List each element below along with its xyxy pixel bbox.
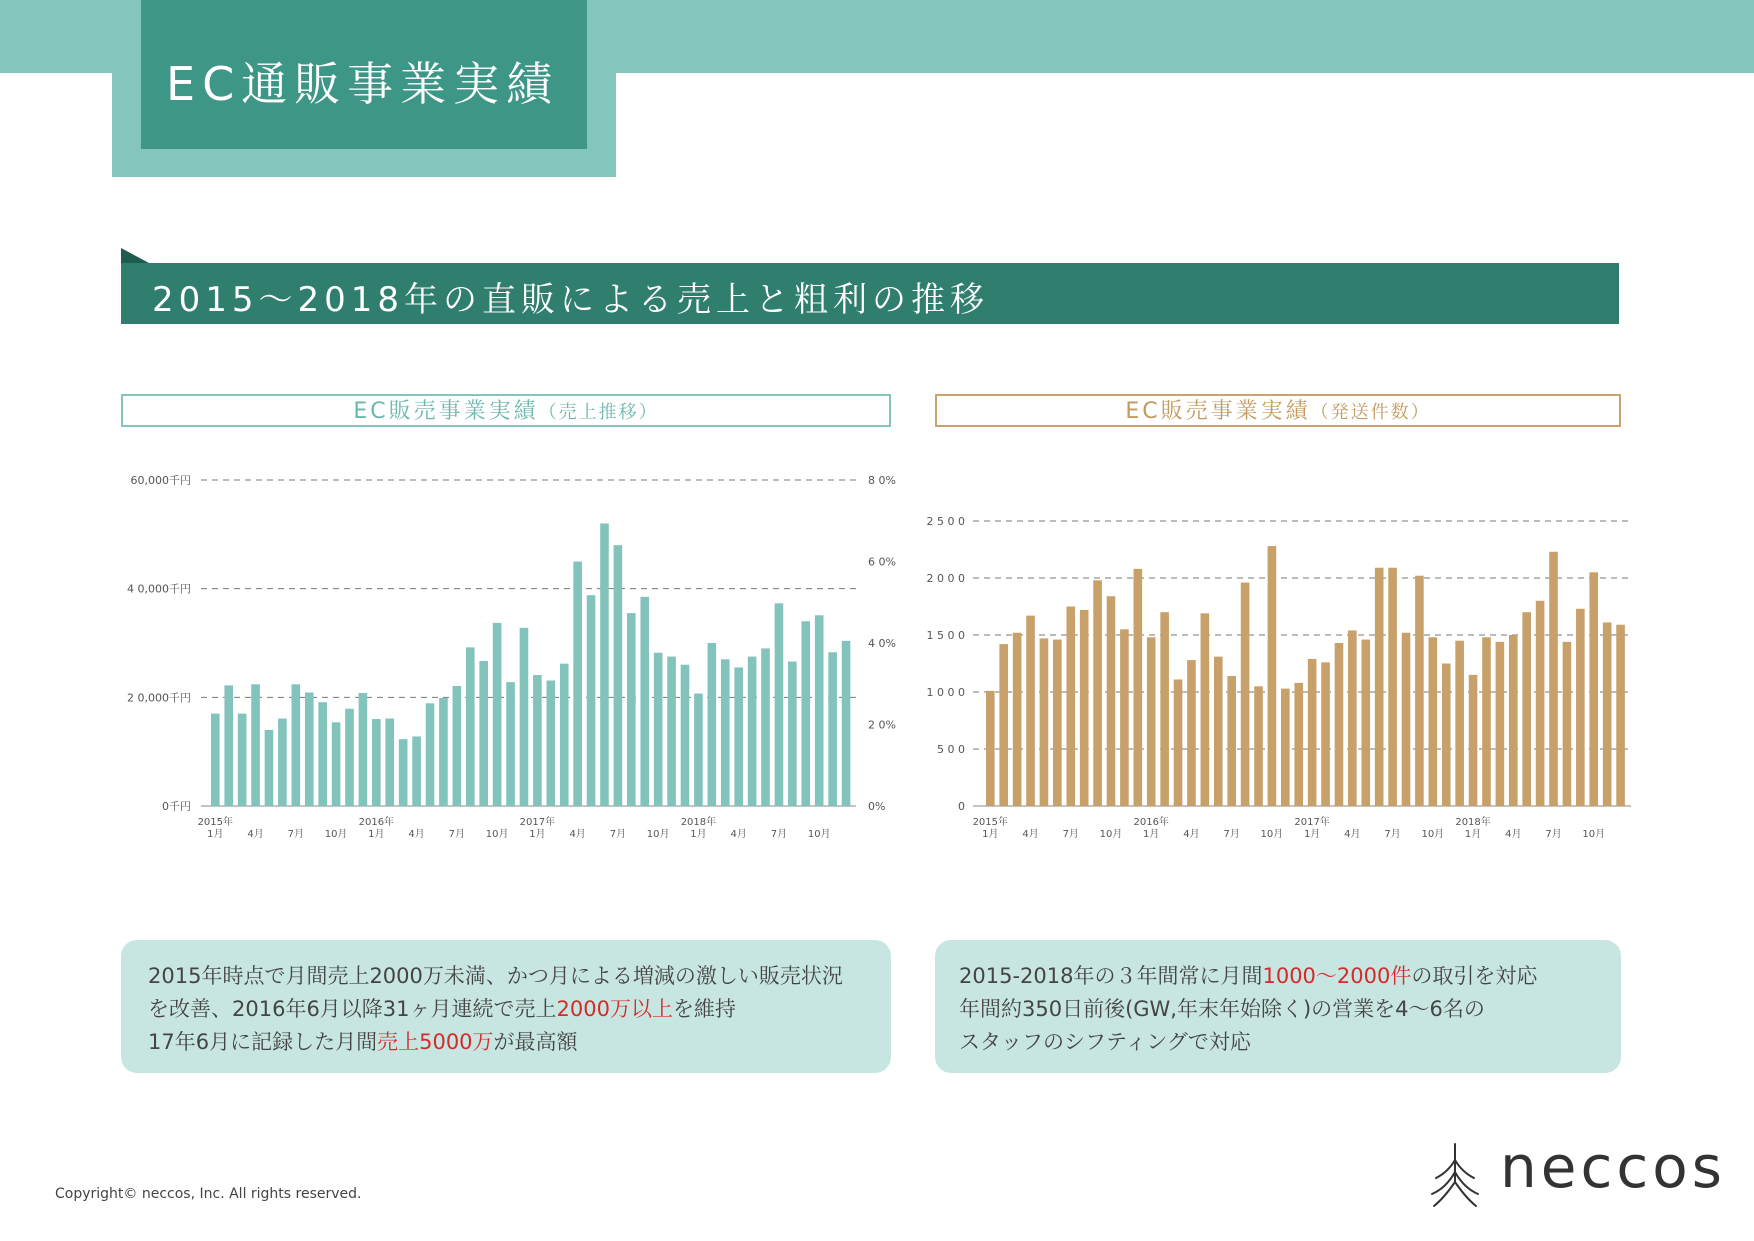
x-tick-month-label: 10月 (1099, 829, 1123, 840)
neccos-logo-icon (1430, 1142, 1480, 1208)
section-title: 2015～2018年の直販による売上と粗利の推移 (152, 280, 990, 320)
bar (1603, 622, 1612, 806)
y-tick-label: 4 0,000千円 (127, 582, 191, 596)
bar (1335, 643, 1344, 806)
bar (359, 693, 368, 806)
x-tick-month-label: 10月 (485, 829, 509, 840)
bar (1147, 637, 1156, 806)
bar (426, 703, 435, 806)
bar (1442, 664, 1451, 807)
bar (1522, 612, 1531, 806)
x-tick-month-label: 4月 (1022, 829, 1039, 840)
bar (1402, 633, 1411, 806)
x-tick-year-label: 2018年 (1455, 817, 1491, 828)
bar (533, 675, 542, 806)
highlight-text: 1000～2000件 (1262, 964, 1412, 988)
bar (667, 657, 676, 806)
bar (614, 545, 623, 806)
bar (251, 684, 260, 806)
x-tick-month-label: 1月 (368, 829, 385, 840)
bar (694, 694, 703, 806)
bar (573, 562, 582, 807)
bar (1174, 679, 1183, 806)
bar (1549, 552, 1558, 806)
x-tick-month-label: 10月 (1582, 829, 1606, 840)
x-tick-month-label: 7月 (1545, 829, 1562, 840)
bar (681, 665, 690, 806)
bar (1415, 576, 1424, 806)
note-line: 2015-2018年の３年間常に月間1000～2000件の取引を対応 (959, 964, 1538, 988)
note-line: 2015年時点で月間売上2000万未満、かつ月による増減の激しい販売状況 (148, 964, 843, 988)
bar (493, 623, 502, 806)
note-line: を改善、2016年6月以降31ヶ月連続で売上2000万以上を維持 (148, 997, 736, 1021)
bar (211, 714, 220, 806)
bar (1107, 596, 1116, 806)
bar (1536, 601, 1545, 806)
x-tick-year-label: 2016年 (1133, 817, 1169, 828)
x-tick-month-label: 4月 (408, 829, 425, 840)
bar (999, 644, 1008, 806)
bar (372, 719, 381, 806)
bar (345, 709, 354, 806)
bar (520, 628, 529, 806)
x-tick-month-label: 7月 (448, 829, 466, 840)
shipping-bar-chart (915, 500, 1635, 860)
x-tick-month-label: 10月 (1421, 829, 1445, 840)
bar (560, 664, 569, 806)
shipping-chart-label-main: EC販売事業実績 (1125, 399, 1311, 424)
x-tick-month-label: 1月 (1143, 829, 1160, 840)
highlight-text: 売上5000万 (377, 1030, 494, 1054)
x-tick-month-label: 1月 (1303, 829, 1321, 840)
sales-summary-note (121, 940, 891, 1073)
y2-tick-label: 4 0% (868, 637, 896, 650)
note-line: 17年6月に記録した月間売上5000万が最高額 (148, 1030, 578, 1054)
bar (1375, 568, 1384, 806)
bar (278, 719, 287, 806)
bar (1134, 569, 1143, 806)
bar (1040, 638, 1049, 806)
page-title: EC通販事業実績 (166, 57, 560, 111)
bar (224, 685, 233, 806)
sales-bar-chart (121, 460, 901, 860)
bar (332, 722, 341, 806)
x-tick-month-label: 4月 (730, 829, 747, 840)
y-tick-label: 5 0 0 (937, 743, 965, 756)
bar (775, 603, 784, 806)
bar (1268, 546, 1277, 806)
bar (412, 736, 421, 806)
bar (1227, 676, 1236, 806)
bar (1388, 568, 1397, 806)
y-tick-label: 2 0,000千円 (127, 691, 191, 705)
bar (1281, 689, 1290, 806)
x-tick-month-label: 7月 (1223, 829, 1240, 840)
bar (734, 667, 743, 806)
y-tick-label: 60,000千円 (130, 474, 191, 487)
bar (1496, 642, 1505, 806)
bar (654, 653, 663, 806)
y-tick-label: 2 0 0 0 (926, 572, 965, 585)
bar (1093, 580, 1102, 806)
shipping-summary-note (935, 940, 1621, 1073)
x-tick-year-label: 2016年 (358, 817, 395, 828)
bar (385, 719, 394, 806)
bar (265, 730, 274, 806)
bar (439, 698, 448, 806)
bar (1308, 659, 1317, 806)
bar (466, 647, 475, 806)
bar (1509, 635, 1518, 806)
x-tick-month-label: 7月 (770, 829, 788, 840)
bar (238, 714, 247, 806)
bar (600, 523, 609, 806)
copyright: Copyright© neccos, Inc. All rights reserved. (55, 1186, 362, 1202)
y-tick-label: 1 5 0 0 (926, 629, 965, 642)
x-tick-month-label: 4月 (569, 829, 586, 840)
y-tick-label: 2 5 0 0 (926, 515, 965, 528)
bar (986, 691, 995, 806)
shipping-chart-label-sub: （発送件数） (1310, 402, 1431, 423)
x-tick-month-label: 1月 (1464, 829, 1482, 840)
x-tick-month-label: 1月 (207, 829, 224, 840)
x-tick-year-label: 2018年 (680, 817, 717, 828)
x-tick-month-label: 7月 (609, 829, 627, 840)
bar (788, 661, 797, 806)
bar (506, 682, 515, 806)
bar (1429, 637, 1438, 806)
x-tick-year-label: 2015年 (197, 817, 234, 828)
sales-chart-label-sub: （売上推移） (538, 402, 659, 423)
bar (640, 597, 649, 806)
section-notch (121, 248, 149, 263)
y2-tick-label: 0% (868, 800, 886, 813)
bar (1080, 610, 1089, 806)
bar (627, 613, 636, 806)
shipping-chart-label (935, 394, 1621, 427)
bar (587, 595, 596, 806)
bar (399, 739, 408, 806)
y2-tick-label: 6 0% (868, 555, 896, 569)
bar (1214, 657, 1223, 806)
bar (1348, 630, 1357, 806)
note-line: スタッフのシフティングで対応 (959, 1030, 1251, 1054)
bar (761, 648, 770, 806)
x-tick-month-label: 10月 (646, 829, 670, 840)
sales-chart-label (121, 394, 891, 427)
bar (453, 686, 462, 806)
bar (1254, 686, 1263, 806)
bar (1361, 640, 1370, 806)
bar (547, 680, 556, 806)
x-tick-month-label: 4月 (1183, 829, 1200, 840)
y2-tick-label: 2 0% (868, 718, 896, 732)
bar (1241, 583, 1250, 806)
bar (1053, 640, 1062, 806)
bar (828, 652, 837, 806)
bar (842, 641, 851, 806)
bar (748, 657, 757, 806)
y-tick-label: 0千円 (162, 800, 191, 813)
bar (1576, 609, 1585, 806)
bar (1563, 642, 1572, 806)
bar (292, 684, 301, 806)
y-tick-label: 0 (958, 800, 965, 813)
bar (318, 702, 327, 806)
bar (1201, 613, 1210, 806)
bar (1187, 660, 1196, 806)
x-tick-month-label: 1月 (529, 829, 546, 840)
x-tick-month-label: 7月 (1062, 829, 1079, 840)
x-tick-month-label: 1月 (690, 829, 707, 840)
logo-wordmark: neccos (1500, 1133, 1726, 1201)
x-tick-month-label: 7月 (1384, 829, 1401, 840)
x-tick-month-label: 7月 (287, 829, 305, 840)
bar (801, 621, 810, 806)
bar (708, 643, 717, 806)
y-tick-label: 1 0 0 0 (926, 686, 965, 699)
sales-chart-label-main: EC販売事業実績 (353, 399, 539, 424)
bar (1482, 637, 1491, 806)
x-tick-month-label: 10月 (807, 829, 831, 840)
x-tick-month-label: 1月 (982, 829, 999, 840)
x-tick-month-label: 4月 (1505, 829, 1522, 840)
x-tick-month-label: 4月 (1344, 829, 1361, 840)
bar (1013, 633, 1022, 806)
x-tick-month-label: 10月 (324, 829, 348, 840)
bar (1120, 629, 1129, 806)
bar (1294, 683, 1303, 806)
bar (305, 692, 314, 806)
bar (1321, 662, 1330, 806)
highlight-text: 2000万以上 (556, 997, 673, 1021)
note-line: 年間約350日前後(GW,年末年始除く)の営業を4～6名の (959, 997, 1485, 1021)
x-tick-year-label: 2017年 (1294, 817, 1330, 828)
bar (1589, 572, 1598, 806)
bar (1026, 616, 1035, 806)
x-tick-year-label: 2015年 (972, 817, 1009, 828)
bar (815, 615, 824, 806)
bar (721, 659, 730, 806)
x-tick-month-label: 10月 (1260, 829, 1284, 840)
bar (1455, 641, 1464, 806)
bar (1160, 612, 1169, 806)
bar (1616, 625, 1625, 806)
x-tick-year-label: 2017年 (519, 817, 556, 828)
x-tick-month-label: 4月 (247, 829, 264, 840)
bar (1469, 675, 1478, 806)
y2-tick-label: 8 0% (868, 474, 896, 487)
bar (1066, 607, 1075, 807)
bar (479, 661, 488, 806)
